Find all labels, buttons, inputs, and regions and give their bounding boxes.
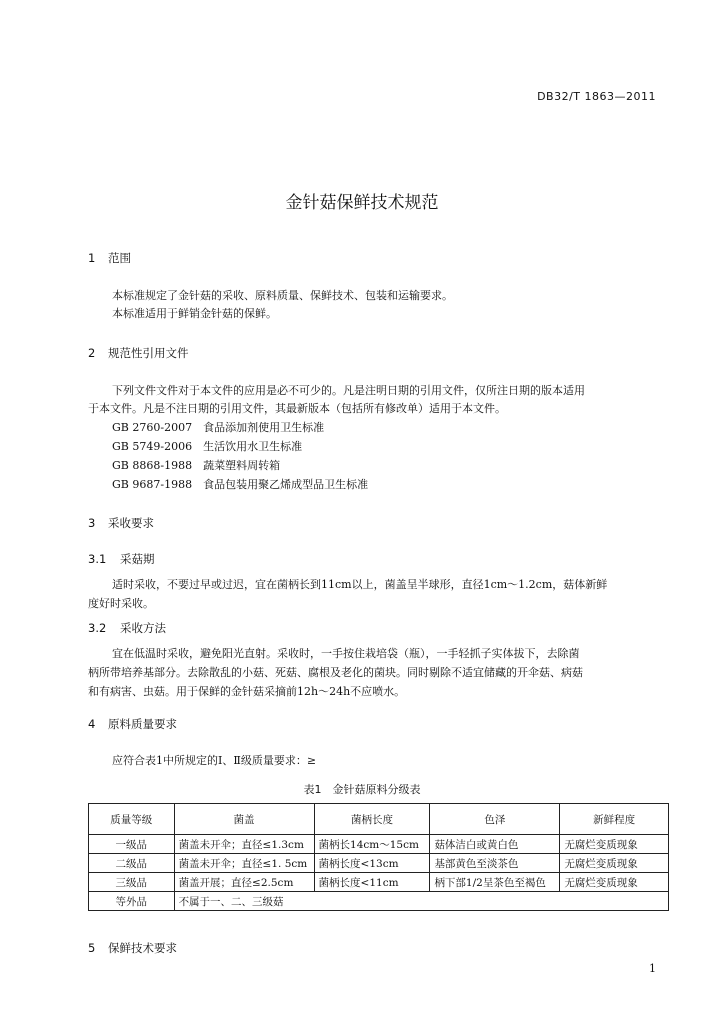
table-row [89, 892, 669, 911]
subsection-number: 3.2 [88, 621, 107, 635]
subsection-number: 3.1 [88, 552, 107, 566]
paragraph-line: 宜在低温时采收，避免阳光直射。采收时，一手按住栽培袋（瓶），一手轻抓子实体拔下，去除菌 [112, 647, 580, 660]
column-header: 色泽 [430, 804, 560, 835]
table-cell: 等外品 [89, 892, 175, 911]
reference-item: GB 2760-2007 食品添加剂使用卫生标准 [112, 421, 325, 434]
table-cell: 不属于一、二、三级菇 [174, 892, 668, 911]
page-number: 1 [649, 962, 656, 975]
column-header: 菌盖 [174, 804, 314, 835]
subsection-3-2-heading [88, 620, 166, 636]
table-cell: 菌柄长14cm～15cm [314, 835, 430, 854]
table-cell: 一级品 [89, 835, 175, 854]
document-code: DB32/T 1863—2011 [537, 90, 656, 103]
table-cell: 柄下部1/2呈茶色至褐色 [430, 873, 560, 892]
paragraph-line: 下列文件文件对于本文件的应用是必不可少的。凡是注明日期的引用文件，仅所注日期的版本适用 [112, 384, 585, 397]
grading-table [88, 803, 669, 911]
table-row [89, 873, 669, 892]
section-1-heading [88, 250, 131, 266]
section-3-heading [88, 515, 154, 531]
table-cell: 无腐烂变质现象 [560, 854, 669, 873]
table-cell: 菌盖开展；直径≤2.5cm [174, 873, 314, 892]
subsection-3-1-heading [88, 551, 155, 567]
page-title: 金针菇保鲜技术规范 [285, 193, 439, 213]
section-number: 4 [88, 717, 96, 731]
paragraph-line: 柄所带培养基部分。去除散乱的小菇、死菇、腐根及老化的菌块。同时剔除不适宜储藏的开伞菇、病菇 [88, 666, 583, 679]
table-cell: 菌柄长度<13cm [314, 854, 430, 873]
section-2-heading [88, 345, 189, 361]
reference-item: GB 8868-1988 蔬菜塑料周转箱 [112, 459, 281, 472]
section-title: 规范性引用文件 [108, 346, 189, 360]
section-number: 3 [88, 516, 96, 530]
paragraph-line: 于本文件。凡是不注日期的引用文件，其最新版本（包括所有修改单）适用于本文件。 [88, 402, 506, 415]
section-title: 采收要求 [108, 516, 154, 530]
section-number: 2 [88, 346, 96, 360]
paragraph: 本标准规定了金针菇的采收、原料质量、保鲜技术、包装和运输要求。 [112, 289, 453, 302]
table-cell: 菌柄长度<11cm [314, 873, 430, 892]
section-number: 1 [88, 251, 96, 265]
table-cell: 三级品 [89, 873, 175, 892]
section-number: 5 [88, 941, 96, 955]
table-row [89, 854, 669, 873]
section-title: 范围 [108, 251, 131, 265]
table-cell: 菇体洁白或黄白色 [430, 835, 560, 854]
section-title: 原料质量要求 [108, 717, 177, 731]
column-header: 新鲜程度 [560, 804, 669, 835]
table-caption: 表1 金针菇原料分级表 [303, 783, 421, 796]
subsection-title: 采收方法 [120, 621, 166, 635]
column-header: 菌柄长度 [314, 804, 430, 835]
table-cell: 二级品 [89, 854, 175, 873]
table-row [89, 835, 669, 854]
reference-item: GB 5749-2006 生活饮用水卫生标准 [112, 440, 303, 453]
paragraph-line: 度好时采收。 [88, 597, 154, 610]
table-cell: 无腐烂变质现象 [560, 835, 669, 854]
column-header: 质量等级 [89, 804, 175, 835]
section-4-heading [88, 716, 177, 732]
section-5-heading [88, 940, 177, 956]
paragraph: 应符合表1中所规定的Ⅰ、Ⅱ级质量要求：≥ [112, 754, 317, 767]
subsection-title: 采菇期 [120, 552, 155, 566]
table-header-row [89, 804, 669, 835]
paragraph-line: 和有病害、虫菇。用于保鲜的金针菇采摘前12h～24h不应喷水。 [88, 685, 406, 698]
table-cell: 基部黄色至淡茶色 [430, 854, 560, 873]
table-cell: 菌盖未开伞；直径≤1.3cm [174, 835, 314, 854]
paragraph: 本标准适用于鲜销金针菇的保鲜。 [112, 307, 277, 320]
section-title: 保鲜技术要求 [108, 941, 177, 955]
paragraph-line: 适时采收，不要过早或过迟，宜在菌柄长到11cm以上，菌盖呈半球形，直径1cm～1.2cm，菇体新鲜 [112, 578, 608, 591]
table-cell: 菌盖未开伞；直径≤1. 5cm [174, 854, 314, 873]
table-cell: 无腐烂变质现象 [560, 873, 669, 892]
reference-item: GB 9687-1988 食品包装用聚乙烯成型品卫生标准 [112, 478, 369, 491]
